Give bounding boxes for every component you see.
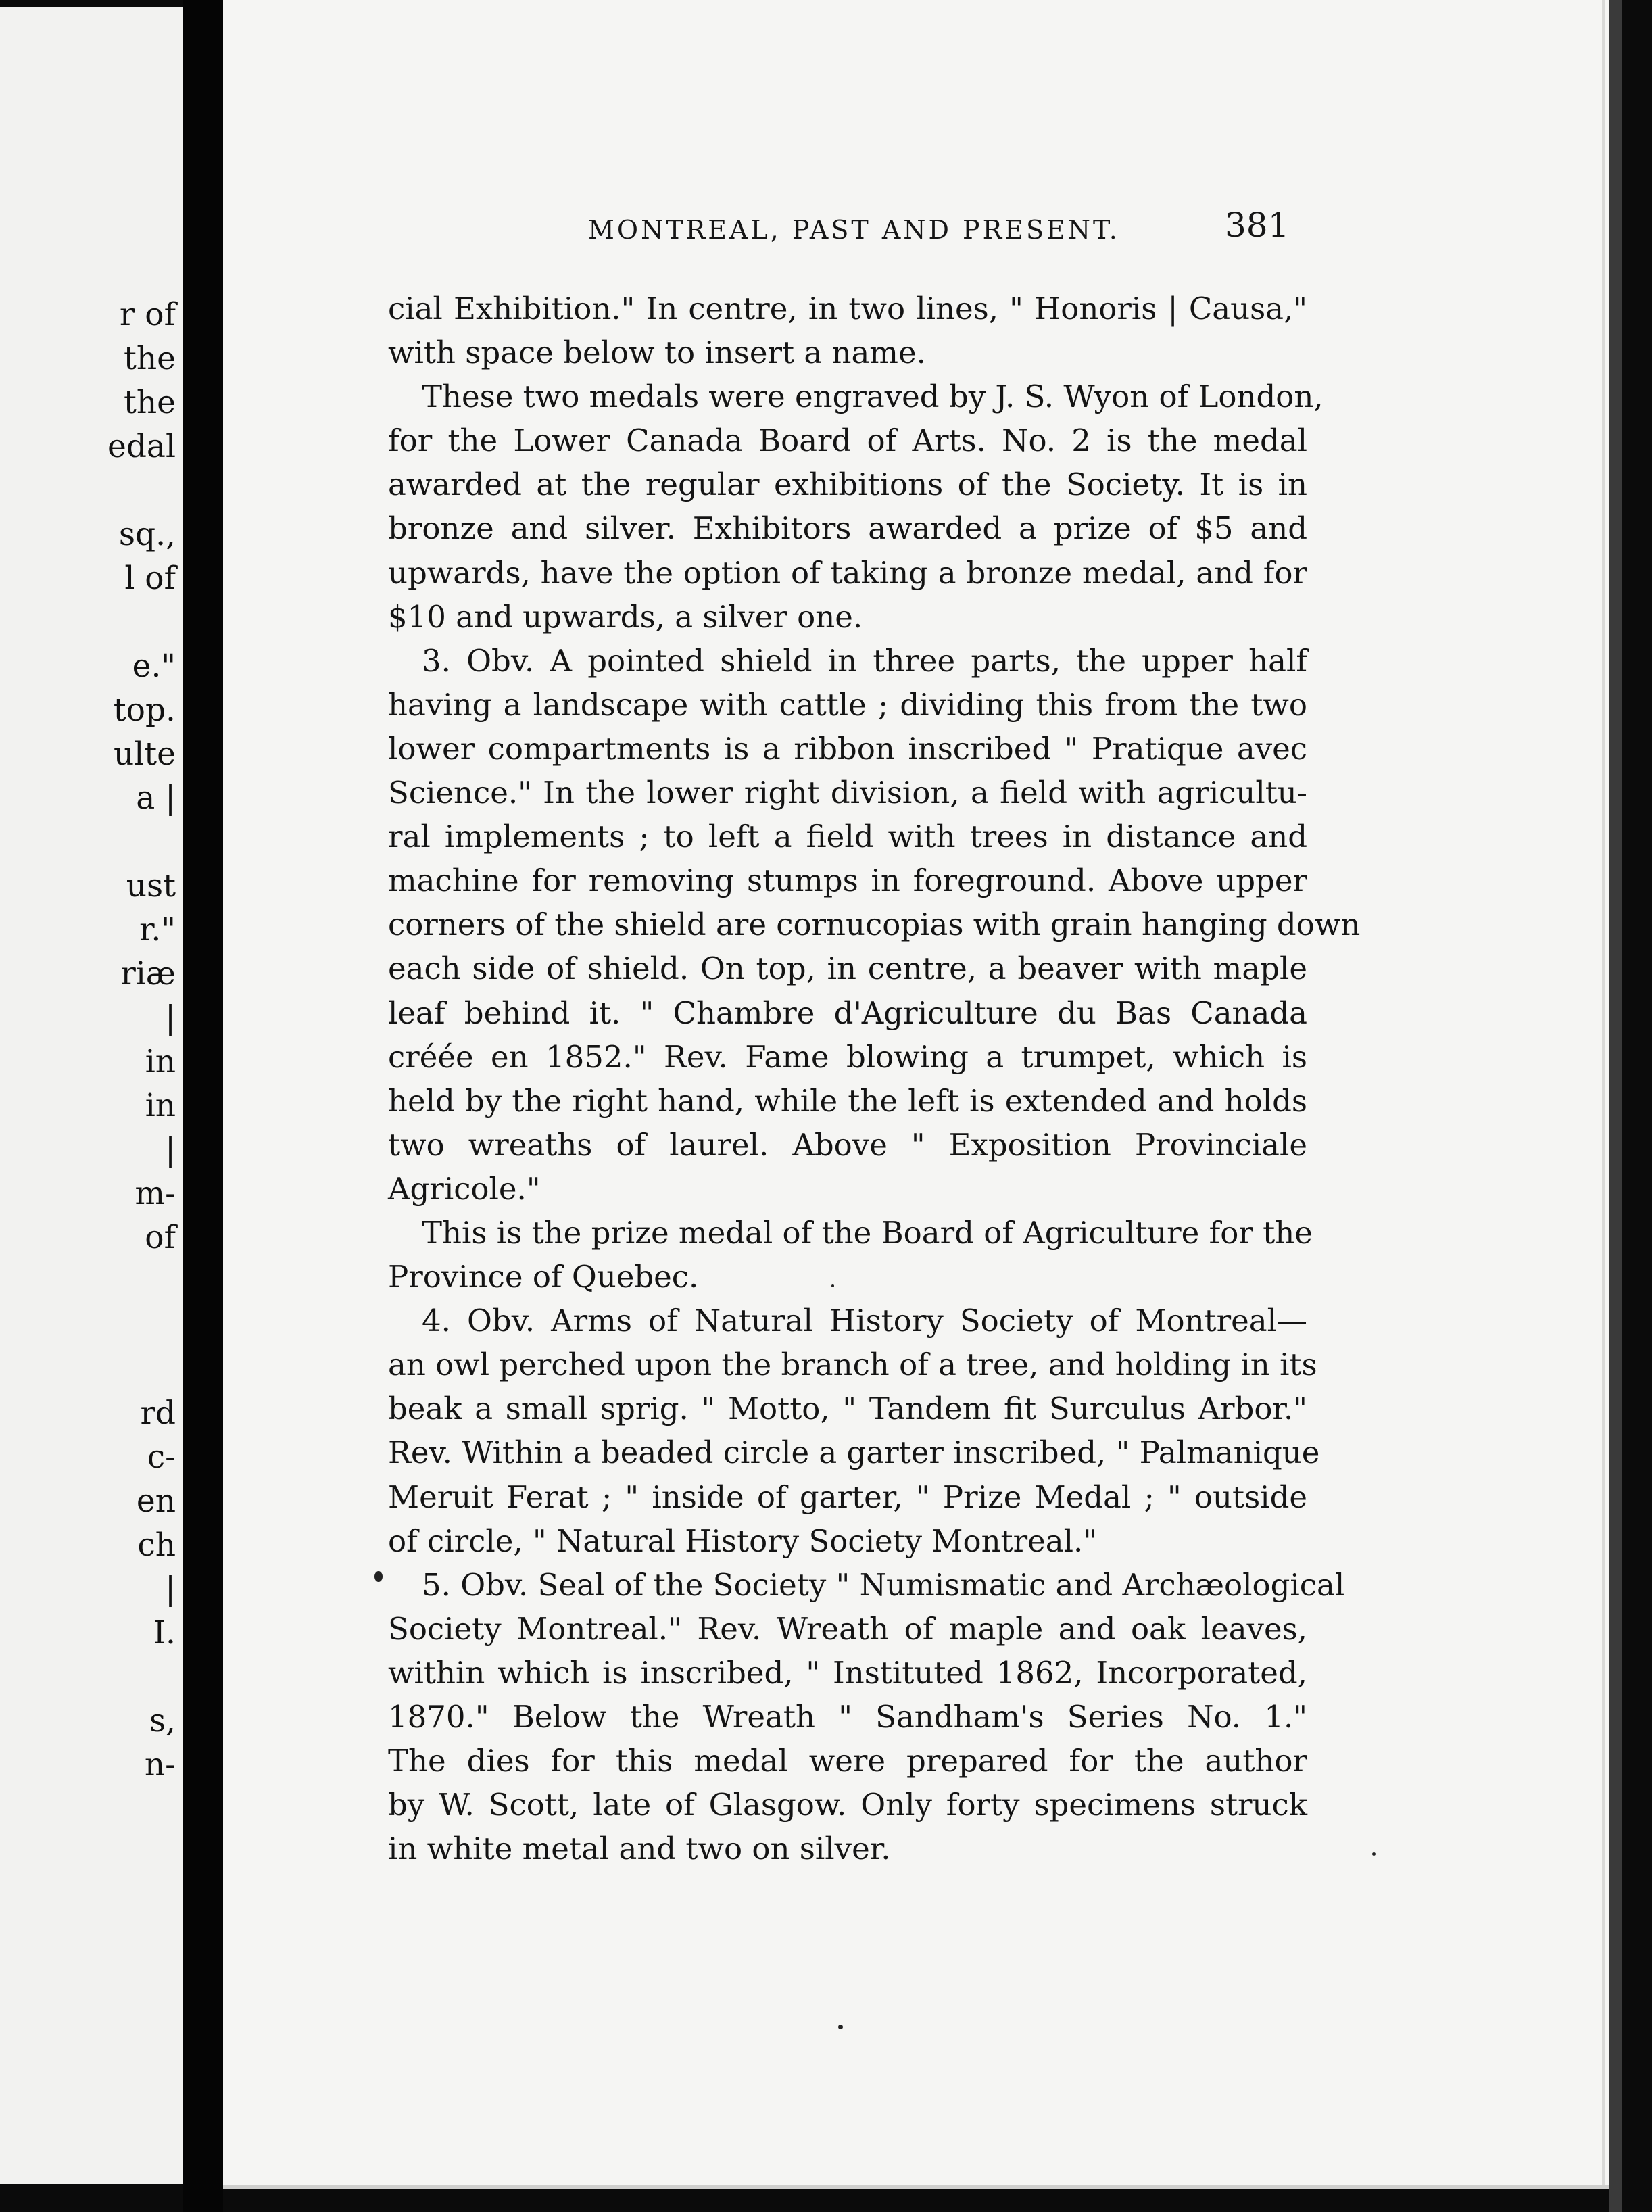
text-line: Province of Quebec. xyxy=(388,1259,699,1295)
left-page-line: m- xyxy=(135,1175,176,1212)
left-page-line: ulte xyxy=(113,736,176,773)
left-page-line: r of xyxy=(119,296,176,333)
text-line: held by the right hand, while the left is extended and holds xyxy=(388,1082,1307,1119)
left-page-fragment xyxy=(0,7,183,2184)
text-line: leaf behind it. " Chambre d'Agriculture du Bas Canada xyxy=(388,994,1307,1031)
text-line: Society Montreal." Rev. Wreath of maple and oak leaves, xyxy=(388,1610,1307,1647)
text-line: Agricole." xyxy=(388,1170,541,1207)
left-page-line: ust xyxy=(126,867,176,905)
text-line: upwards, have the option of taking a bronze medal, and for xyxy=(388,554,1307,591)
book-gutter xyxy=(183,0,223,2212)
text-line: having a landscape with cattle ; dividing this from the two xyxy=(388,686,1307,723)
left-page-line: in xyxy=(145,1043,176,1080)
text-line: ral implements ; to left a field with trees in distance and xyxy=(388,819,1307,855)
text-line: beak a small sprig. " Motto, " Tandem fit Surculus Arbor." xyxy=(388,1391,1307,1427)
left-page-line: r." xyxy=(139,911,176,948)
left-page-line: riæ xyxy=(120,955,176,992)
text-line: an owl perched upon the branch of a tree, and holding in its xyxy=(388,1347,1317,1383)
text-line: bronze and silver. Exhibitors awarded a prize of $5 and xyxy=(388,510,1307,547)
text-line: in white metal and two on silver. xyxy=(388,1831,891,1867)
left-page-line: s, xyxy=(149,1702,176,1739)
left-page-line: of xyxy=(145,1219,176,1256)
text-line: These two medals were engraved by J. S. Wyon of London, xyxy=(422,379,1323,415)
running-head: MONTREAL, PAST AND PRESENT. xyxy=(588,215,1120,245)
text-line: 5. Obv. Seal of the Society " Numismatic and Archæological xyxy=(422,1566,1345,1603)
left-page-line: edal xyxy=(107,428,176,465)
left-page-line: top. xyxy=(113,692,176,729)
page-number: 381 xyxy=(1225,206,1290,245)
left-page-line: n- xyxy=(144,1746,176,1783)
left-page-line: | xyxy=(165,1131,176,1168)
text-line: Science." In the lower right division, a field with agricultu- xyxy=(388,775,1307,811)
page-edge xyxy=(1602,0,1605,2185)
text-line: two wreaths of laurel. Above " Exposition Provinciale xyxy=(388,1126,1307,1163)
text-line: The dies for this medal were prepared for the author xyxy=(388,1743,1307,1779)
page-stack-edge xyxy=(1609,0,1622,2212)
text-line: for the Lower Canada Board of Arts. No. 2 is the medal xyxy=(388,423,1307,459)
left-page-line: | xyxy=(165,999,176,1036)
left-page-line: rd xyxy=(140,1395,176,1432)
left-page-line: the xyxy=(124,340,176,377)
text-line: cial Exhibition." In centre, in two lines, " Honoris | Causa," xyxy=(388,291,1307,327)
text-line: within which is inscribed, " Instituted 1862, Incorporated, xyxy=(388,1654,1307,1691)
text-line: of circle, " Natural History Society Montreal." xyxy=(388,1522,1097,1559)
text-line: This is the prize medal of the Board of Agriculture for the xyxy=(422,1214,1313,1251)
left-page-line: a | xyxy=(136,779,176,817)
text-line: lower compartments is a ribbon inscribed " Pratique avec xyxy=(388,730,1307,767)
left-page-line: ch xyxy=(137,1526,176,1564)
text-line: Rev. Within a beaded circle a garter inscribed, " Palmanique xyxy=(388,1435,1320,1471)
body-text xyxy=(388,287,1361,1871)
text-line: each side of shield. On top, in centre, a beaver with maple xyxy=(388,951,1307,987)
scan-border xyxy=(1622,0,1652,2212)
left-page-line: c- xyxy=(147,1439,176,1476)
text-line: by W. Scott, late of Glasgow. Only forty specimens struck xyxy=(388,1787,1307,1823)
left-page-line: en xyxy=(136,1483,176,1520)
text-line: créée en 1852." Rev. Fame blowing a trumpet, which is xyxy=(388,1038,1307,1075)
left-page-line: the xyxy=(124,384,176,421)
text-line: 1870." Below the Wreath " Sandham's Series No. 1." xyxy=(388,1699,1307,1735)
left-page-line: e." xyxy=(132,648,176,685)
left-page-line: I. xyxy=(153,1614,176,1652)
text-line: machine for removing stumps in foreground. Above upper xyxy=(388,863,1307,899)
text-line: 3. Obv. A pointed shield in three parts, the upper half xyxy=(422,642,1307,679)
text-line: with space below to insert a name. xyxy=(388,335,926,371)
left-page-line: sq., xyxy=(118,516,176,553)
text-line: awarded at the regular exhibitions of the Society. It is in xyxy=(388,466,1307,503)
left-page-line: in xyxy=(145,1087,176,1124)
text-line: corners of the shield are cornucopias with grain hanging down xyxy=(388,907,1361,943)
left-page-line: | xyxy=(165,1570,176,1608)
text-line: $10 and upwards, a silver one. xyxy=(388,598,863,635)
text-line: Meruit Ferat ; " inside of garter, " Prize Medal ; " outside xyxy=(388,1478,1307,1515)
text-line: 4. Obv. Arms of Natural History Society of Montreal— xyxy=(422,1303,1307,1339)
left-page-line: l of xyxy=(124,560,176,597)
